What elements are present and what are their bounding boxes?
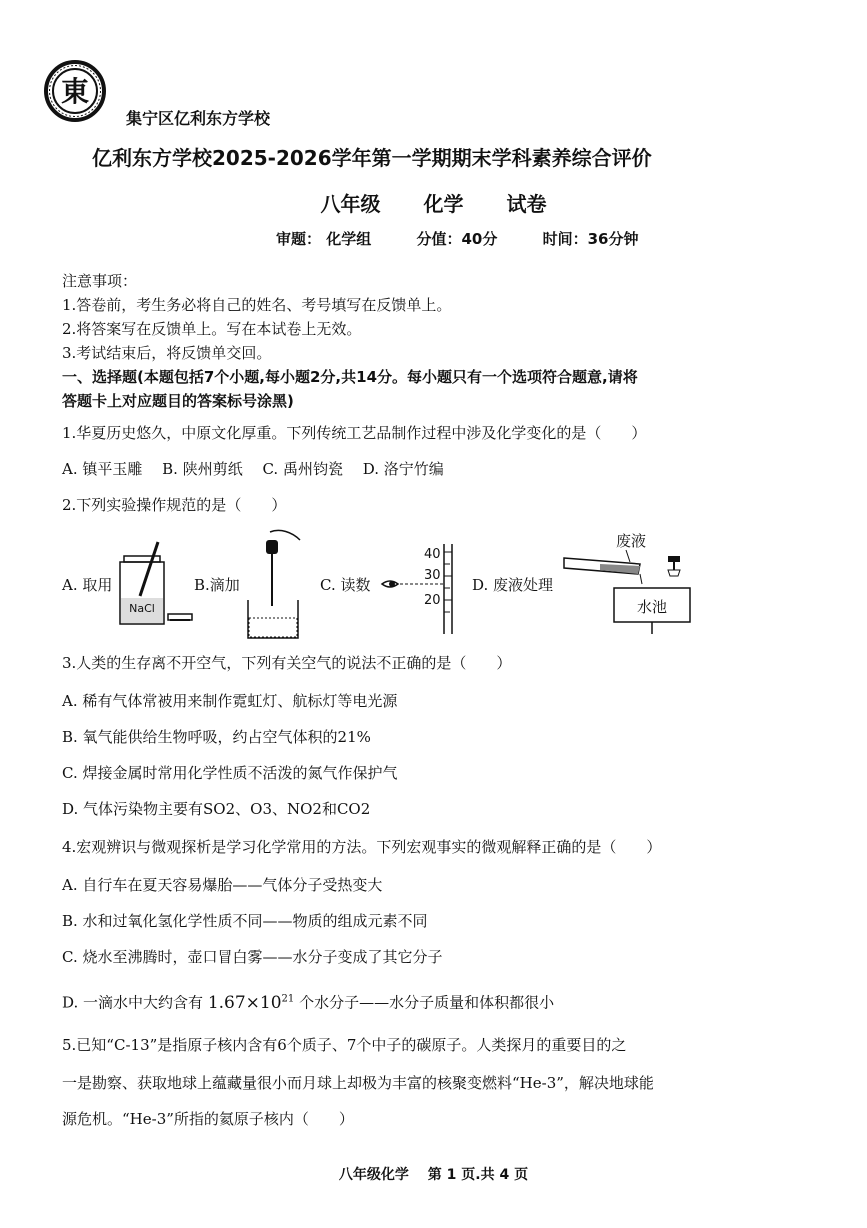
q4-number-base: 1.67×10 xyxy=(207,992,282,1013)
svg-text:20: 20 xyxy=(424,593,441,608)
svg-text:水池: 水池 xyxy=(636,598,668,616)
svg-text:東: 東 xyxy=(60,75,90,108)
section1-heading-line1: 一、选择题(本题包括7个小题,每小题2分,共14分。每小题只有一个选项符合题意,请将 xyxy=(62,368,638,386)
q4-option-d-suffix: 个水分子——水分子质量和体积都很小 xyxy=(299,993,555,1012)
q2-stem: 2.下列实验操作规范的是（ ） xyxy=(62,496,287,514)
q2-option-d: D. 废液处理 xyxy=(472,576,554,594)
q5-line1: 5.已知“C-13”是指原子核内含有6个质子、7个中子的碳原子。人类探月的重要目的之 xyxy=(62,1036,627,1054)
subject-label: 化学 xyxy=(423,192,464,216)
time-label: 时间：36分钟 xyxy=(542,230,639,248)
grade-label: 八年级 xyxy=(320,192,381,216)
q4-option-a: A. 自行车在夏天容易爆胎——气体分子受热变大 xyxy=(62,876,383,894)
q3-option-b: B. 氧气能供给生物呼吸，约占空气体积的21% xyxy=(62,728,371,746)
q1-stem: 1.华夏历史悠久，中原文化厚重。下列传统工艺品制作过程中涉及化学变化的是（ ） xyxy=(62,424,647,442)
svg-text:NaCl: NaCl xyxy=(129,602,155,615)
svg-text:30: 30 xyxy=(424,568,441,583)
svg-text:40: 40 xyxy=(424,547,441,562)
paper-label: 试卷 xyxy=(506,192,547,216)
notes-title: 注意事项： xyxy=(62,272,138,290)
q5-line2: 一是勘察、获取地球上蕴藏量很小而月球上却极为丰富的核聚变燃料“He-3”，解决地球能 xyxy=(62,1074,654,1092)
exam-subtitle xyxy=(0,188,867,217)
q4-stem: 4.宏观辨识与微观探析是学习化学常用的方法。下列宏观事实的微观解释正确的是（ ） xyxy=(62,838,662,856)
q4-option-d-number xyxy=(208,993,294,1013)
svg-text:废液: 废液 xyxy=(616,532,647,550)
q1-options: A. 镇平玉雕 B. 陕州剪纸 C. 禹州钧瓷 D. 洛宁竹编 xyxy=(62,460,444,478)
score-label: 分值：40分 xyxy=(416,230,498,248)
page-footer: 八年级化学 第 1 页.共 4 页 xyxy=(338,1167,529,1183)
dropper-beaker-diagram xyxy=(240,526,310,642)
exam-title: 亿利东方学校2025-2026学年第一学期期末学科素养综合评价 xyxy=(92,146,652,170)
q4-number-exponent: 21 xyxy=(281,993,295,1004)
reagent-bottle-diagram xyxy=(112,538,196,630)
q5-line3: 源危机。“He-3”所指的氦原子核内（ ） xyxy=(62,1110,354,1128)
q3-option-a: A. 稀有气体常被用来制作霓虹灯、航标灯等电光源 xyxy=(62,692,398,710)
note-item-3: 3.考试结束后，将反馈单交回。 xyxy=(62,344,272,362)
school-logo xyxy=(44,60,106,122)
q4-option-d-prefix: D. 一滴水中大约含有 xyxy=(62,993,204,1012)
note-item-1: 1.答卷前，考生务必将自己的姓名、考号填写在反馈单上。 xyxy=(62,296,452,314)
graduated-cylinder-diagram xyxy=(380,540,466,638)
q2-option-b: B.滴加 xyxy=(194,576,240,594)
waste-disposal-diagram xyxy=(560,526,700,636)
q3-stem: 3.人类的生存离不开空气，下列有关空气的说法不正确的是（ ） xyxy=(62,654,512,672)
q4-option-d xyxy=(62,988,554,1014)
reviewer-label: 审题： 化学组 xyxy=(276,230,372,248)
q2-option-c: C. 读数 xyxy=(320,576,371,594)
q4-option-b: B. 水和过氧化氢化学性质不同——物质的组成元素不同 xyxy=(62,912,428,930)
section1-heading-line2: 答题卡上对应题目的答案标号涂黑) xyxy=(62,392,294,410)
q4-option-c: C. 烧水至沸腾时，壶口冒白雾——水分子变成了其它分子 xyxy=(62,948,443,966)
q3-option-c: C. 焊接金属时常用化学性质不活泼的氮气作保护气 xyxy=(62,764,398,782)
q3-option-d: D. 气体污染物主要有SO2、O3、NO2和CO2 xyxy=(62,800,371,818)
q2-option-a: A. 取用 xyxy=(62,576,113,594)
note-item-2: 2.将答案写在反馈单上。写在本试卷上无效。 xyxy=(62,320,362,338)
school-name: 集宁区亿利东方学校 xyxy=(126,109,271,128)
exam-meta xyxy=(276,228,638,249)
